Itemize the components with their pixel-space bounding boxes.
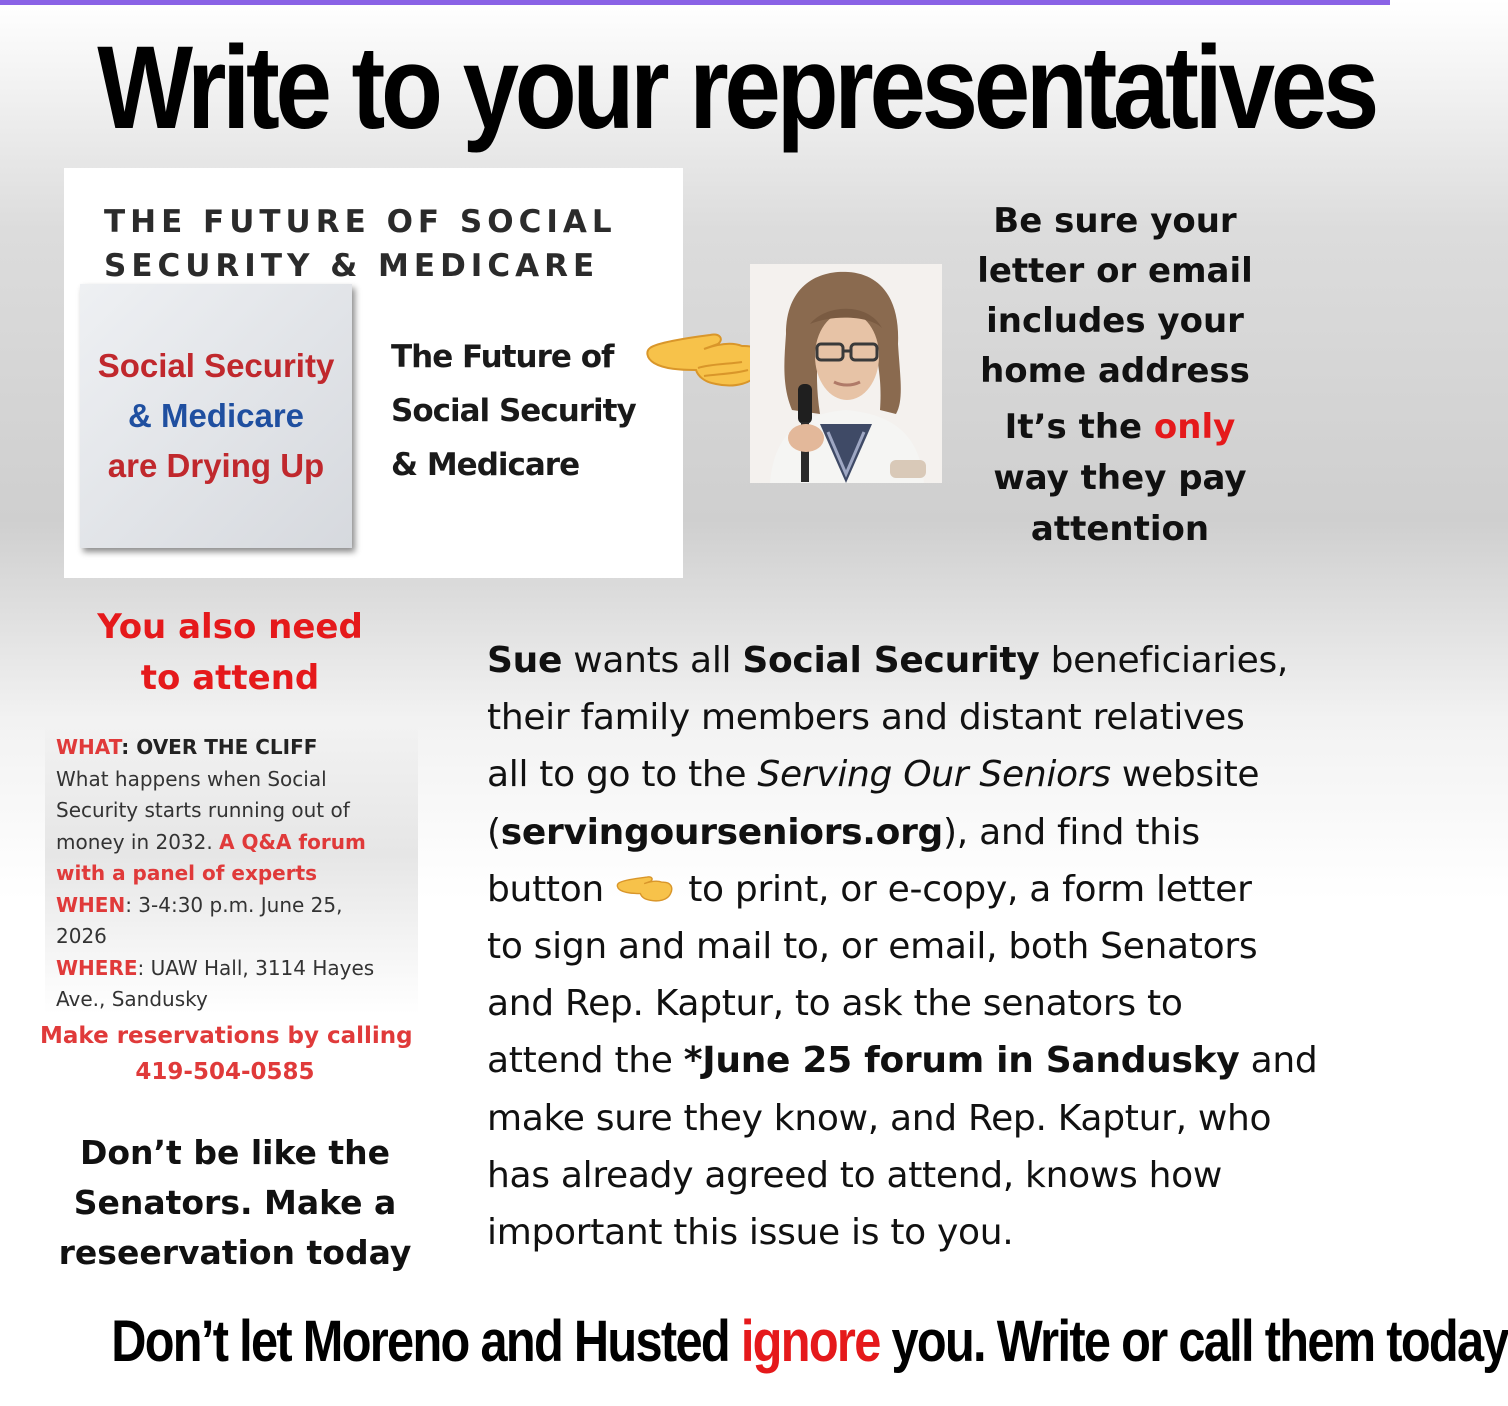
main-message — [487, 632, 1367, 1261]
future-card — [64, 168, 683, 578]
book-title-line: Social Security — [97, 347, 335, 384]
reservation-line: Make reservations by calling — [40, 1023, 413, 1049]
flyer-label: WHERE — [56, 955, 138, 980]
flyer-highlight: with a panel of experts — [56, 861, 318, 885]
message-italic: Serving Our Seniors — [757, 754, 1111, 796]
footer-text: you. Write or call them today — [879, 1309, 1508, 1374]
message-line: their family members and distant relatives — [487, 697, 1245, 739]
message-text: to print, or e-copy, a form letter — [677, 868, 1252, 910]
flyer-text: : UAW Hall, 3114 Hayes — [137, 955, 375, 980]
speaker-photo — [750, 264, 942, 483]
flyer-line: Security starts running out of — [56, 798, 350, 822]
event-flyer — [45, 724, 418, 1014]
message-line — [487, 804, 1367, 861]
reservation-phone: 419-504-0585 — [135, 1059, 315, 1085]
website-link: servingourseniors.org — [500, 811, 944, 853]
message-line: make sure they know, and Rep. Kaptur, who — [487, 1097, 1272, 1139]
message-text: all to go to the — [487, 754, 758, 796]
note-line — [960, 402, 1280, 453]
note-line: Be sure your — [993, 201, 1237, 241]
message-line — [487, 861, 1367, 918]
note-text: It’s the — [1004, 407, 1154, 447]
card-heading-line: SECURITY & MEDICARE — [104, 248, 600, 284]
reservation-info — [40, 1018, 413, 1090]
message-line: to sign and mail to, or email, both Senators — [487, 926, 1258, 968]
dont-line: Senators. Make a — [73, 1183, 397, 1222]
message-bold: Sue — [487, 640, 563, 681]
message-text: website — [1110, 754, 1260, 796]
note-line: way they pay — [993, 458, 1247, 498]
footer-text: Don’t let Moreno and Husted — [111, 1309, 741, 1374]
message-text: button — [487, 868, 616, 910]
flyer-text: money in 2032. — [56, 829, 220, 854]
attend-line: You also need — [97, 607, 363, 647]
message-text: ( — [487, 811, 501, 853]
book-cover — [80, 284, 352, 548]
flyer-line: What happens when Social — [56, 766, 327, 791]
card-heading — [104, 200, 664, 288]
message-text: attend the — [487, 1040, 684, 1082]
flyer-what — [56, 732, 418, 764]
message-line — [487, 632, 1367, 689]
card-side-line: The Future of — [391, 339, 614, 375]
footer-emphasis: ignore — [740, 1309, 880, 1374]
dont-line: Don’t be like the — [79, 1133, 391, 1172]
message-text: wants all — [562, 640, 743, 681]
message-line — [487, 746, 1367, 803]
note-line: attention — [1030, 509, 1210, 549]
message-text: and — [1239, 1040, 1318, 1082]
note-line: letter or email — [977, 251, 1253, 291]
address-note — [955, 196, 1275, 396]
message-text: ), and find this — [943, 811, 1200, 853]
note-line: includes your — [986, 301, 1244, 341]
card-heading-line: THE FUTURE OF SOCIAL — [104, 204, 617, 240]
message-line — [487, 1032, 1367, 1089]
top-border — [0, 0, 1390, 5]
note-line: home address — [980, 351, 1250, 391]
message-line: important this issue is to you. — [487, 1212, 1014, 1254]
flyer-text: : 3-4:30 p.m. June 25, — [125, 892, 343, 917]
flyer-label: WHEN — [56, 892, 126, 917]
backhand-index-pointing-right-icon — [615, 869, 677, 903]
attend-line: to attend — [140, 658, 320, 698]
attention-note — [960, 402, 1280, 555]
message-line: and Rep. Kaptur, to ask the senators to — [487, 983, 1183, 1025]
footer-call-to-action — [111, 1308, 1508, 1376]
message-bold: *June 25 forum in Sandusky — [683, 1040, 1240, 1082]
flyer-line: 2026 — [56, 924, 107, 948]
message-text: beneficiaries, — [1039, 640, 1289, 681]
message-bold: Social Security — [742, 640, 1040, 681]
message-line: has already agreed to attend, knows how — [487, 1154, 1222, 1196]
page-title: Write to your representatives — [97, 22, 1375, 154]
card-side-line: & Medicare — [391, 447, 580, 483]
book-title-line: are Drying Up — [107, 447, 325, 484]
flyer-line: Ave., Sandusky — [56, 987, 208, 1011]
attend-heading — [70, 602, 390, 704]
flyer-where — [56, 953, 418, 985]
card-side-text — [391, 330, 681, 492]
flyer-when — [56, 890, 418, 922]
note-emphasis: only — [1153, 407, 1236, 447]
card-side-line: Social Security — [391, 393, 636, 429]
dont-line: reseervation today — [58, 1233, 412, 1272]
book-title-line: & Medicare — [127, 397, 305, 434]
flyer-label: WHAT — [56, 735, 122, 759]
flyer-highlight: A Q&A forum — [219, 829, 366, 854]
flyer-line — [56, 827, 418, 859]
dont-be-like-senators — [55, 1128, 415, 1278]
flyer-event-title: : OVER THE CLIFF — [121, 735, 318, 759]
